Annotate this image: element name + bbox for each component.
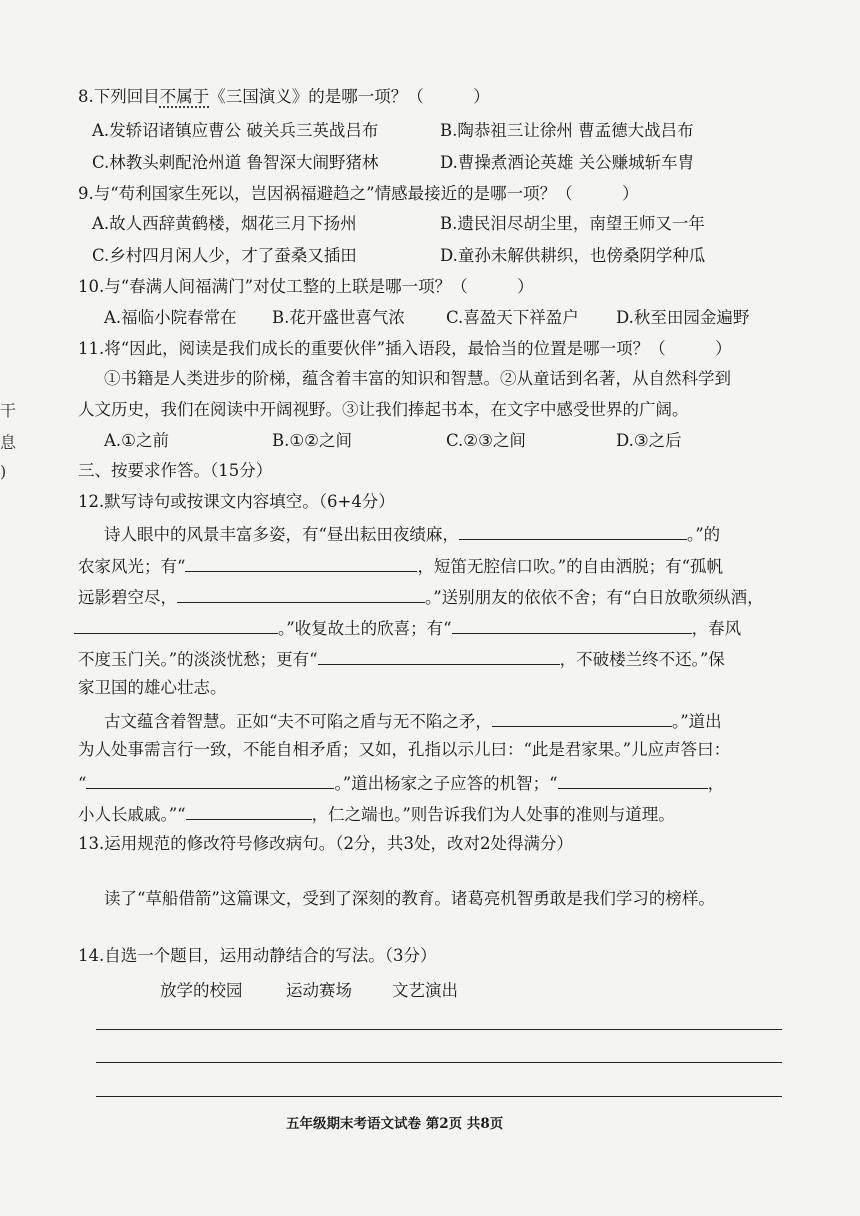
question-9-stem: 9.与“苟利国家生死以，岂因祸福避趋之”情感最接近的是哪一项？（ ） <box>78 184 639 203</box>
question-10-option-b: B.花开盛世喜气浓 <box>272 308 405 327</box>
fill-blank[interactable] <box>452 615 692 634</box>
question-8-option-a: A.发轿诏诸镇应曹公 破关兵三英战吕布 <box>92 121 379 140</box>
question-12-title: 12.默写诗句或按课文内容填空。（6+4分） <box>78 492 395 511</box>
question-8-option-d: D.曹操煮酒论英雄 关公赚城斩车胄 <box>440 153 695 172</box>
writing-line[interactable] <box>96 1096 782 1097</box>
topic-option: 放学的校园 <box>160 981 243 1000</box>
question-10-option-a: A.福临小院春常在 <box>104 308 237 327</box>
fill-blank[interactable] <box>186 801 312 820</box>
page-footer: 五年级期末考语文试卷 第2页 共8页 <box>286 1116 504 1132</box>
question-11-option-b: B.①②之间 <box>272 431 352 450</box>
q12-line-3: 远影碧空尽， 。”送别朋友的依依不舍；有“白日放歌须纵酒， <box>78 584 764 609</box>
question-10-option-d: D.秋至田园金遍野 <box>616 308 750 327</box>
fill-blank[interactable] <box>558 770 708 789</box>
q12-line-1: 诗人眼中的风景丰富多姿，有“昼出耘田夜绩麻， 。”的 <box>104 521 720 546</box>
question-11-option-c: C.②③之间 <box>446 431 526 450</box>
section-3-heading: 三、按要求作答。（15分） <box>78 461 273 480</box>
q12-line-2: 农家风光；有“ ，短笛无腔信口吹。”的自由洒脱；有“孤帆 <box>78 553 723 578</box>
q12-line-6: 家卫国的雄心壮志。 <box>78 678 227 697</box>
question-10-option-c: C.喜盈天下祥盈户 <box>446 308 579 327</box>
fill-blank[interactable] <box>74 615 278 634</box>
question-11-option-a: A.①之前 <box>104 431 169 450</box>
writing-line[interactable] <box>96 1062 782 1063</box>
question-11-stem: 11.将“因此，阅读是我们成长的重要伙伴”插入语段，最恰当的位置是哪一项？（ ） <box>78 339 732 358</box>
question-9-option-b: B.遗民泪尽胡尘里，南望王师又一年 <box>440 214 705 233</box>
question-13-title: 13.运用规范的修改符号修改病句。（2分，共3处，改对2处得满分） <box>78 834 573 853</box>
question-8-option-b: B.陶恭祖三让徐州 曹孟德大战吕布 <box>440 121 694 140</box>
topic-option: 文艺演出 <box>392 981 458 1000</box>
fill-blank[interactable] <box>492 708 672 727</box>
page-number: 2 <box>439 1116 449 1132</box>
question-8-stem: 8.下列回目不属于《三国演义》的是哪一项？（ ） <box>78 87 490 106</box>
question-14-title: 14.自选一个题目，运用动静结合的写法。（3分） <box>78 946 437 965</box>
topic-option: 运动赛场 <box>286 981 352 1000</box>
question-9-option-c: C.乡村四月闲人少，才了蚕桑又插田 <box>92 246 357 265</box>
margin-fragment: 干 <box>0 401 17 420</box>
q12-line-8: 为人处事需言行一致，不能自相矛盾；又如，孔指以示儿曰：“此是君家果。”儿应声答曰： <box>78 740 731 759</box>
question-9-option-a: A.故人西辞黄鹤楼，烟花三月下扬州 <box>92 214 357 233</box>
question-11-option-d: D.③之后 <box>616 431 682 450</box>
writing-line[interactable] <box>96 1029 782 1030</box>
fill-blank[interactable] <box>318 646 560 665</box>
emphasis-dots: 不属于 <box>159 87 210 106</box>
fill-blank[interactable] <box>459 521 687 540</box>
question-10-stem: 10.与“春满人间福满门”对仗工整的上联是哪一项？（ ） <box>78 277 534 296</box>
question-9-option-d: D.童孙未解供耕织，也傍桑阴学种瓜 <box>440 246 706 265</box>
margin-fragment: ) <box>0 462 7 481</box>
question-11-passage-line-1: ①书籍是人类进步的阶梯，蕴含着丰富的知识和智慧。②从童话到名著，从自然科学到 <box>104 369 731 388</box>
fill-blank[interactable] <box>177 584 425 603</box>
question-11-passage-line-2: 人文历史，我们在阅读中开阔视野。③让我们捧起书本，在文字中感受世界的广阔。 <box>78 400 689 419</box>
fill-blank[interactable] <box>185 553 417 572</box>
page-total: 8 <box>480 1116 490 1132</box>
q12-line-9: “ 。”道出杨家之子应答的机智；“ ， <box>78 770 724 795</box>
q12-line-10: 小人长戚戚。”“ ，仁之端也。”则告诉我们为人处事的准则与道理。 <box>78 801 675 826</box>
fill-blank[interactable] <box>86 770 334 789</box>
q12-line-5: 不度玉门关。”的淡淡忧愁；更有“ ，不破楼兰终不还。”保 <box>78 646 725 671</box>
question-8-option-c: C.林教头刺配沧州道 鲁智深大闹野猪林 <box>92 153 379 172</box>
question-13-sentence: 读了“草船借箭”这篇课文，受到了深刻的教育。诸葛亮机智勇敢是我们学习的榜样。 <box>104 889 715 908</box>
q12-line-7: 古文蕴含着智慧。正如“夫不可陷之盾与无不陷之矛， 。”道出 <box>104 708 722 733</box>
margin-fragment: 息 <box>0 433 17 452</box>
q12-line-4: 。”收复故土的欣喜；有“ ，春风 <box>74 615 741 640</box>
